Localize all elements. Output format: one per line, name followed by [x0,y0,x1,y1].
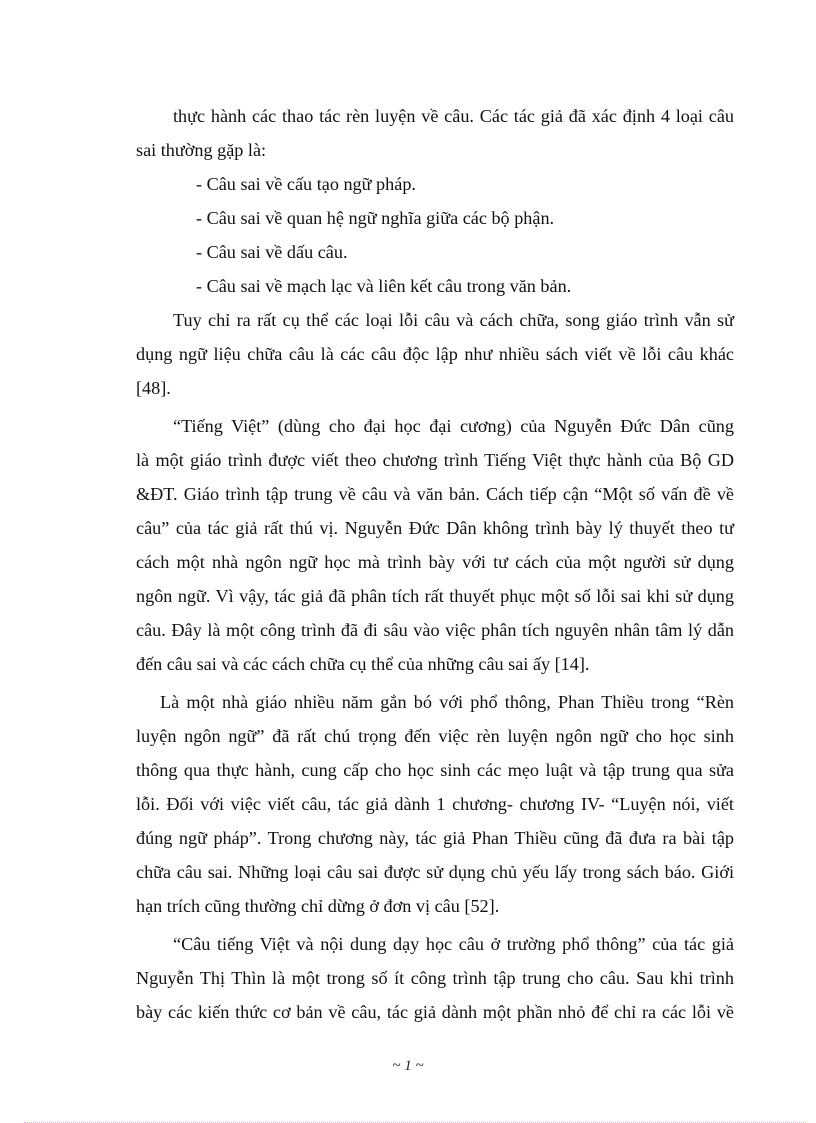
text-line: dụng ngữ liệu chữa câu là các câu độc lập như nhiều sách viết về lỗi câu khác [136,344,734,364]
text-line: Là một nhà giáo nhiều năm gắn bó với phổ thông, Phan Thiều trong “Rèn [160,692,734,712]
paragraph-5 [136,930,734,1032]
text-line: thông qua thực hành, cung cấp cho học sinh các mẹo luật và tập trung qua sửa [136,760,734,780]
text-line: Nguyễn Thị Thìn là một trong số ít công trình tập trung cho câu. Sau khi trình [136,968,734,988]
text-line: [48]. [136,378,171,398]
text-line: đúng ngữ pháp”. Trong chương này, tác giả Phan Thiều cũng đã đưa ra bài tập [136,828,734,848]
text-line: luyện ngôn ngữ” đã rất chú trọng đến việc rèn luyện ngôn ngữ cho học sinh [136,726,734,746]
text-line: chữa câu sai. Những loại câu sai được sử dụng chủ yếu lấy trong sách báo. Giới [136,862,734,882]
bullet-item: - Câu sai về cấu tạo ngữ pháp. [196,174,416,194]
bullet-item: - Câu sai về quan hệ ngữ nghĩa giữa các bộ phận. [196,208,555,228]
text-line: hạn trích cũng thường chỉ dừng ở đơn vị câu [52]. [136,896,500,916]
bullet-item: - Câu sai về dấu câu. [196,242,348,262]
text-line: cách một nhà ngôn ngữ học mà trình bày với tư cách của một người sử dụng [136,552,734,572]
page-number: ~ 1 ~ [392,1058,424,1074]
text-line: lỗi. Đối với việc viết câu, tác giả dành 1 chương- chương IV- “Luyện nói, viết [136,794,734,814]
text-line: sai thường gặp là: [136,140,267,160]
text-line: “Câu tiếng Việt và nội dung dạy học câu ở trường phổ thông” của tác giả [173,934,734,954]
paragraph-2 [136,306,734,408]
text-line: đến câu sai và các cách chữa cụ thể của những câu sai ấy [14]. [136,654,590,674]
text-line: bày các kiến thức cơ bản về câu, tác giả dành một phần nhỏ để chỉ ra các lỗi về [136,1002,734,1022]
text-line: thực hành các thao tác rèn luyện về câu. Các tác giả đã xác định 4 loại câu [173,106,734,126]
paragraph-4 [136,688,734,926]
paragraph-continuation [136,102,734,170]
bullet-list [136,170,734,306]
text-line: là một giáo trình được viết theo chương trình Tiếng Việt thực hành của Bộ GD [136,450,734,470]
text-line: ngôn ngữ. Vì vậy, tác giả đã phân tích rất thuyết phục một số lỗi sai khi sử dụng [136,586,734,606]
body-text [136,102,734,1032]
bullet-item: - Câu sai về mạch lạc và liên kết câu trong văn bản. [196,276,572,296]
text-line: “Tiếng Việt” (dùng cho đại học đại cương) của Nguyễn Đức Dân cũng [173,416,734,436]
paragraph-3 [136,412,734,684]
text-line: câu. Đây là một công trình đã đi sâu vào việc phân tích nguyên nhân tâm lý dẫn [136,620,734,640]
text-line: Tuy chỉ ra rất cụ thể các loại lỗi câu và cách chữa, song giáo trình vẫn sử [173,310,734,330]
text-line: câu” của tác giả rất thú vị. Nguyễn Đức Dân không trình bày lý thuyết theo tư [136,518,734,538]
text-line: &ĐT. Giáo trình tập trung về câu và văn bản. Cách tiếp cận “Một số vấn đề về [136,484,734,504]
